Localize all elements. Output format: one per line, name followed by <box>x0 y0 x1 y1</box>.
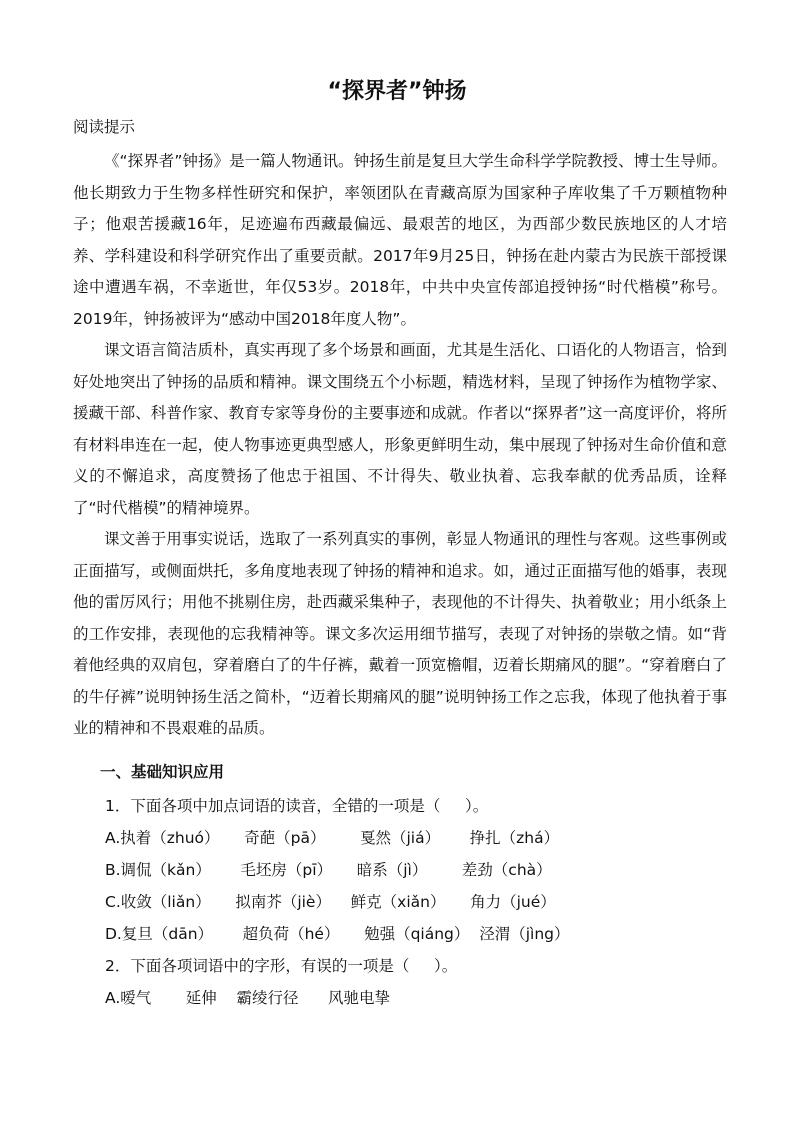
document-title: “探界者”钟扬 <box>327 79 467 104</box>
question-option: A.执着（zhuó） 奇葩（pā） 戛然（jiá） 挣扎（zhá） <box>105 829 560 847</box>
question-stem: 2．下面各项词语中的字形，有误的一项是（ ）。 <box>105 957 458 975</box>
reading-hint-body <box>73 146 727 745</box>
question-option: B.调侃（kǎn） 毛坯房（pī） 暗系（jì） 差劲（chà） <box>105 861 552 879</box>
paragraph: 课文语言简洁质朴，真实再现了多个场景和画面，尤其是生活化、口语化的人物语言，恰到好处地突出了钟扬的品质和精神。课文围绕五个小标题，精选材料，呈现了钟扬作为植物学家、援藏干部、科普作家、教育专家等身份的主要事迹和成就。作者以“探界者”这一高度评价，将所有材料串连在一起，使人物事迹更典型感人，形象更鲜明生动，集中展现了钟扬对生命价值和意义的不懈追求，高度赞扬了他忠于祖国、不计得失、敬业执着、忘我奉献的优秀品质，诠释了“时代楷模”的精神境界。 <box>73 341 727 517</box>
question-stem: 1．下面各项中加点词语的读音，全错的一项是（ ）。 <box>105 797 489 815</box>
question-option: D.复旦（dān） 超负荷（hé） 勉强（qiáng） 泾渭（jìng） <box>105 925 570 943</box>
paragraph: 课文善于用事实说话，选取了一系列真实的事例，彰显人物通讯的理性与客观。这些事例或正面描写，或侧面烘托，多角度地表现了钟扬的精神和追求。如，通过正面描写他的婚事，表现他的雷厉风行；用他不挑剔住房，赴西藏采集种子，表现他的不计得失、执着敬业；用小纸条上的工作安排，表现他的忘我精神等。课文多次运用细节描写，表现了对钟扬的崇敬之情。如“背着他经典的双肩包，穿着磨白了的牛仔裤，戴着一顶宽檐帽，迈着长期痛风的腿”。“穿着磨白了的牛仔裤”说明钟扬生活之简朴，“迈着长期痛风的腿”说明钟扬工作之忘我，体现了他执着于事业的精神和不畏艰难的品质。 <box>73 530 727 737</box>
question-list <box>105 790 725 1014</box>
question-option: A.嗳气 延伸 霸绫行径 风驰电挚 <box>105 989 391 1007</box>
question-option: C.收敛（liǎn） 拟南芥（jiè） 鲜克（xiǎn） 角力（jué） <box>105 893 556 911</box>
reading-hint-label: 阅读提示 <box>73 118 136 136</box>
paragraph: 《“探界者”钟扬》是一篇人物通讯。钟扬生前是复旦大学生命科学学院教授、博士生导师。他长期致力于生物多样性研究和保护，率领团队在青藏高原为国家种子库收集了千万颗植物种子；他艰苦援藏16年，足迹遍布西藏最偏远、最艰苦的地区，为西部少数民族地区的人才培养、学科建设和科学研究作出了重要贡献。2017年9月25日，钟扬在赴内蒙古为民族干部授课途中遭遇车祸，不幸逝世，年仅53岁。2018年，中共中央宣传部追授钟扬“时代楷模”称号。2019年，钟扬被评为“感动中国2018年度人物”。 <box>73 152 727 328</box>
section-heading: 一、基础知识应用 <box>100 763 225 781</box>
